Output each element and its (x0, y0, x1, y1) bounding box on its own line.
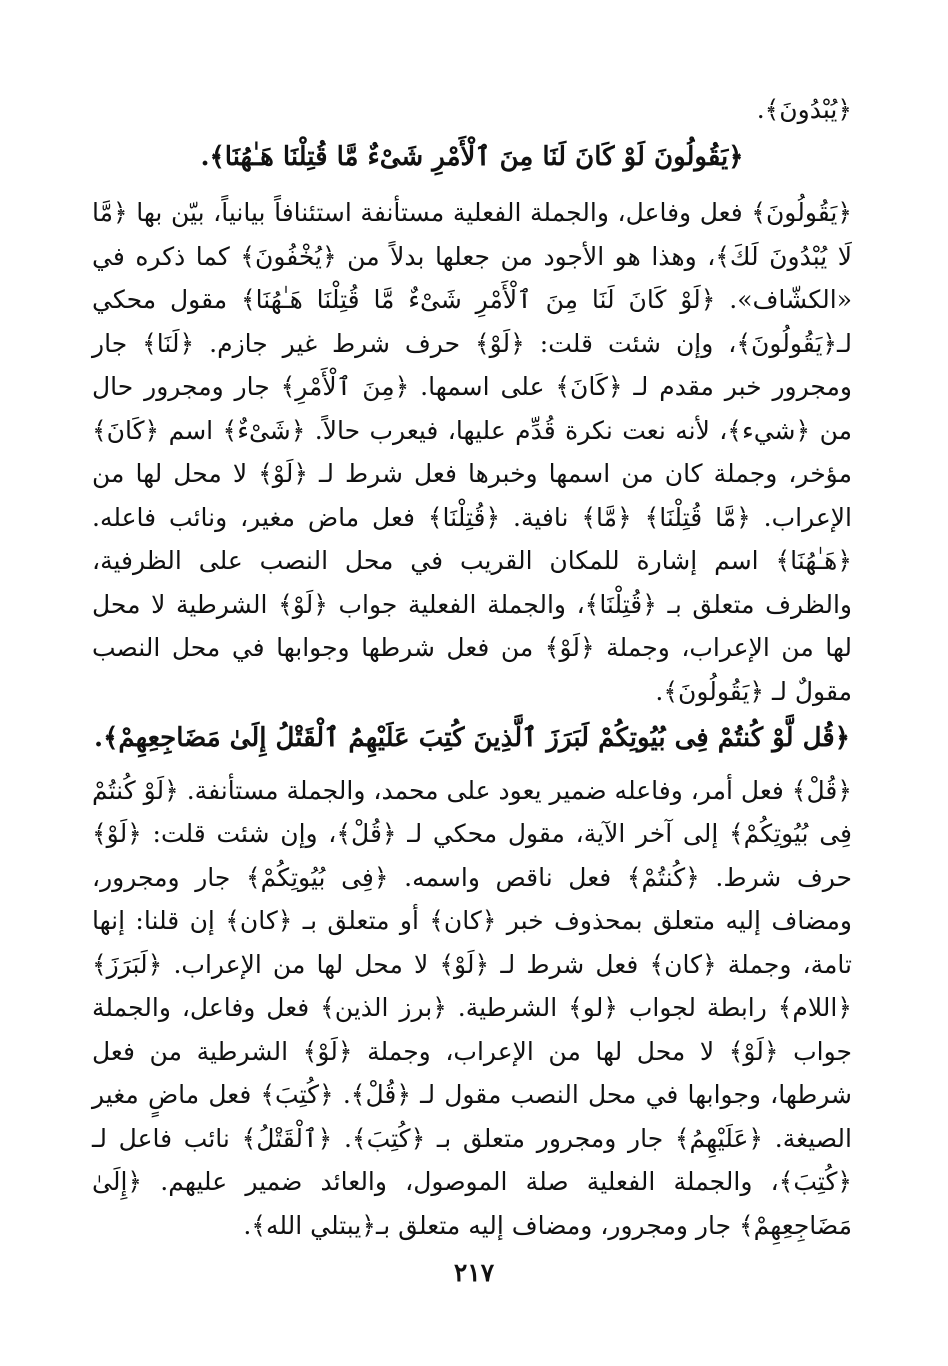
quran-verse-1: ﴿يَقُولُونَ لَوْ كَانَ لَنَا مِنَ ٱلْأَمْرِ شَىْءٌ مَّا قُتِلْنَا هَـٰهُنَا﴾. (200, 141, 744, 172)
paragraph-1: ﴿يَقُولُونَ﴾ فعل وفاعل، والجملة الفعلية مستأنفة استئنافاً بيانياً، بيّن بها ﴿مَّا لَا يُبْدُونَ لَكَ﴾، وهذا هو الأجود من جعلها بدلاً من ﴿يُخْفُونَ﴾ كما ذكره في «الكشّاف». ﴿لَوْ كَانَ لَنَا مِنَ ٱلْأَمْرِ شَىْءٌ مَّا قُتِلْنَا هَـٰهُنَا﴾ مقول محكي لـ﴿يَقُولُونَ﴾، وإن شئت قلت: ﴿لَوْ﴾ حرف شرط غير جازم. ﴿لَنَا﴾ جار ومجرور خبر مقدم لـ ﴿كَانَ﴾ على اسمها. ﴿مِنَ ٱلْأَمْرِ﴾ جار ومجرور حال من ﴿شيء﴾، لأنه نعت نكرة قُدِّم عليها، فيعرب حالاً. ﴿شَىْءٌ﴾ اسم ﴿كَانَ﴾ مؤخر، وجملة كان من اسمها وخبرها فعل شرط لـ ﴿لَوْ﴾ لا محل لها من الإعراب. ﴿مَّا قُتِلْنَا﴾ ﴿مَّا﴾ نافية. ﴿قُتِلْنَا﴾ فعل ماض مغير، ونائب فاعله. ﴿هَـٰهُنَا﴾ اسم إشارة للمكان القريب في محل النصب على الظرفية، والظرف متعلق بـ ﴿قُتِلْنَا﴾، والجملة الفعلية جواب ﴿لَوْ﴾ الشرطية لا محل لها من الإعراب، وجملة ﴿لَوْ﴾ من فعل شرطها وجوابها في محل النصب مقولٌ لـ ﴿يَقُولُونَ﴾. (92, 198, 852, 706)
paragraph-2: ﴿قُلْ﴾ فعل أمر، وفاعله ضمير يعود على محمد، والجملة مستأنفة. ﴿لَوْ كُنتُمْ فِى بُيُوتِكُمْ﴾ إلى آخر الآية، مقول محكي لـ ﴿قُلْ﴾، وإن شئت قلت: ﴿لَوْ﴾ حرف شرط. ﴿كُنتُمْ﴾ فعل ناقص واسمه. ﴿فِى بُيُوتِكُمْ﴾ جار ومجرور، ومضاف إليه متعلق بمحذوف خبر ﴿كان﴾ أو متعلق بـ ﴿كان﴾ إن قلنا: إنها تامة، وجملة ﴿كان﴾ فعل شرط لـ ﴿لَوْ﴾ لا محل لها من الإعراب. ﴿لَبَرَزَ﴾ ﴿اللام﴾ رابطة لجواب ﴿لو﴾ الشرطية. ﴿برز الذين﴾ فعل وفاعل، والجملة جواب ﴿لَوْ﴾ لا محل لها من الإعراب، وجملة ﴿لَوْ﴾ الشرطية من فعل شرطها، وجوابها في محل النصب مقول لـ ﴿قُلْ﴾. ﴿كُتِبَ﴾ فعل ماضٍ مغير الصيغة. ﴿عَلَيْهِمُ﴾ جار ومجرور متعلق بـ ﴿كُتِبَ﴾. ﴿ٱلْقَتْلُ﴾ نائب فاعل لـ ﴿كُتِبَ﴾، والجملة الفعلية صلة الموصول، والعائد ضمير عليهم. ﴿إِلَىٰ مَضَاجِعِهِمْ﴾ جار ومجرور، ومضاف إليه متعلق بـ﴿يبتلي الله﴾. (92, 775, 852, 1240)
lead-line: ﴿يُبْدُونَ﴾. (756, 95, 852, 124)
page-number: ٢١٧ (453, 1258, 495, 1287)
quran-verse-2: ﴿قُل لَّوْ كُنتُمْ فِى بُيُوتِكُمْ لَبَرَزَ ٱلَّذِينَ كُتِبَ عَلَيْهِمُ ٱلْقَتْلُ إِلَىٰ مَضَاجِعِهِمْ﴾. (94, 723, 850, 753)
